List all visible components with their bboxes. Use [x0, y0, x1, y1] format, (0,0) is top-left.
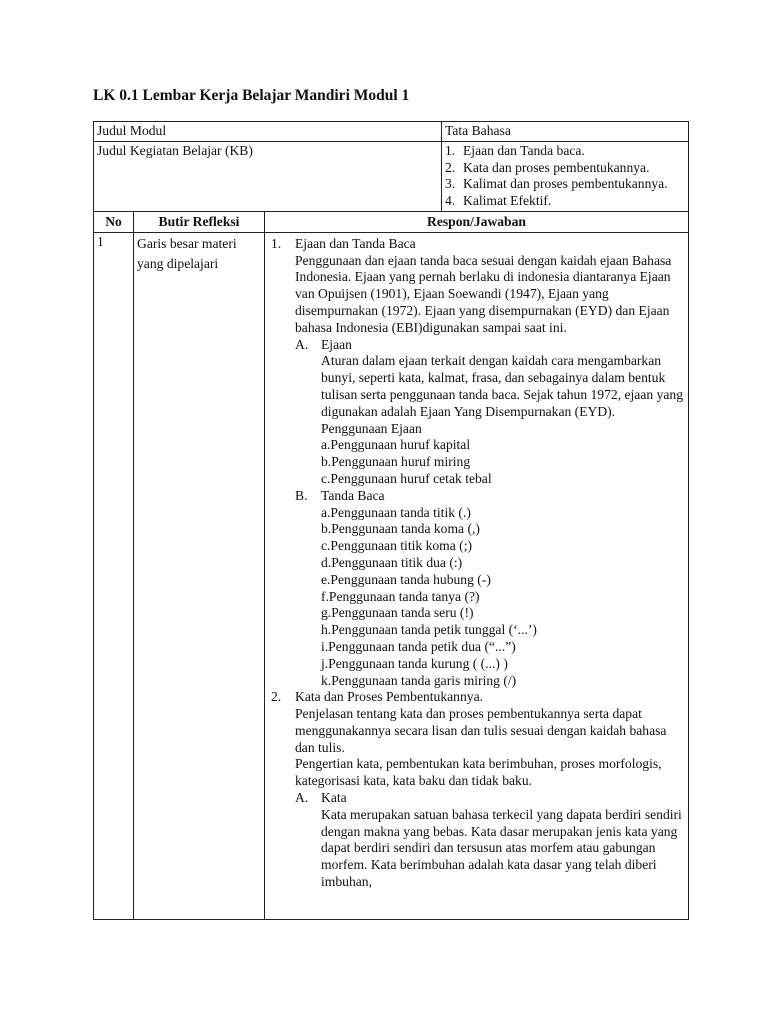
section-ejaan: 1. Ejaan dan Tanda Baca Penggunaan dan ejaan tanda baca sesuai dengan kaidah ejaan Bahasa Indonesia. Ejaan yang pernah berlaku di indonesia diantaranya Ejaan van Opuijsen (1901), Ejaan Soewandi (1947), Ejaan yang disempurnakan (1972). Ejaan yang disempurnakan (EYD) dan Ejaan bahasa Indonesia (EBI)digunakan sampai saat ini. A. Ejaan Aturan dalam ejaan terkait dengan kaidah cara mengambarkan bunyi, seperti kata, kalmat, frasa, dan sebagainya dalam bentuk tulisan serta penggunaan tanda baca. Sejak tahun 1972, ejaan yang digunakan adalah Ejaan Yang Disempurnakan (EYD). Penggunaan Ejaan a.Penggunaan huruf kapital b.Penggunaan huruf miring c.Penggunaan huruf cetak tebal B. Tanda Baca a.Penggunaan tanda titik (.) b.Penggunaan tanda koma (,) c.Penggunaan titik koma (;) d.Penggunaan titik dua (:) e.Penggunaan tanda hubung (-) f.Penggunaan tanda tanya (?) g.Penggunaan tanda seru (!) h.Penggunaan tanda petik tunggal (‘...’) i.Penggunaan tanda petik dua (“...”) j.Penggunaan tanda kurung ( (...) ) k.Penggunaan tanda garis miring (/): [271, 235, 683, 688]
section-paragraph: Pengertian kata, pembentukan kata berimbuhan, proses morfologis, kategorisasi kata, kata baku dan tidak baku.: [295, 756, 662, 789]
judul-modul-label: Judul Modul: [94, 122, 442, 142]
kb-item: 1. Ejaan dan Tanda baca.: [445, 142, 585, 158]
table-row: [94, 232, 689, 919]
subsection-paragraph: Kata merupakan satuan bahasa terkecil yang dapata berdiri sendiri dengan makna yang bebas. Kata dasar merupakan jenis kata yang dapat berdiri sendiri dan tersusun atas morfem atau gabungan morfem. Kata berimbuhan adalah kata dasar yang telah diberi imbuhan,: [321, 806, 682, 890]
subsection-title: Kata: [321, 790, 347, 806]
list-item: a.Penggunaan huruf kapital: [321, 437, 471, 453]
list-item: f.Penggunaan tanda tanya (?): [321, 588, 480, 604]
respon-cell: [265, 232, 689, 919]
judul-kb-row: [94, 141, 689, 211]
section-title: Ejaan dan Tanda Baca: [295, 235, 416, 251]
butir-refleksi: Garis besar materi yang dipelajari: [134, 232, 265, 919]
page-title: LK 0.1 Lembar Kerja Belajar Mandiri Modul 1: [93, 87, 410, 104]
judul-modul-row: [94, 122, 689, 142]
kb-list-cell: [442, 141, 689, 211]
subsection-title: Tanda Baca: [321, 487, 385, 503]
subsection-title: Ejaan: [321, 336, 352, 352]
list-title: Penggunaan Ejaan: [321, 420, 422, 436]
judul-modul-value: Tata Bahasa: [442, 122, 689, 142]
judul-kb-label: Judul Kegiatan Belajar (KB): [94, 141, 442, 211]
section-paragraph: Penggunaan dan ejaan tanda baca sesuai dengan kaidah ejaan Bahasa Indonesia. Ejaan yang pernah berlaku di indonesia diantaranya Ejaan van Opuijsen (1901), Ejaan Soewandi (1947), Ejaan yang disempurnakan (1972). Ejaan yang disempurnakan (EYD) dan Ejaan bahasa Indonesia (EBI)digunakan sampai saat ini.: [295, 252, 672, 335]
subsection-tanda-baca: B. Tanda Baca a.Penggunaan tanda titik (.) b.Penggunaan tanda koma (,) c.Penggunaan titik koma (;) d.Penggunaan titik dua (:) e.Penggunaan tanda hubung (-) f.Penggunaan tanda tanya (?) g.Penggunaan tanda seru (!) h.Penggunaan tanda petik tunggal (‘...’) i.Penggunaan tanda petik dua (“...”) j.Penggunaan tanda kurung ( (...) ) k.Penggunaan tanda garis miring (/): [295, 488, 685, 690]
list-item: b.Penggunaan huruf miring: [321, 454, 471, 470]
kb-item: 4. Kalimat Efektif.: [445, 193, 552, 209]
list-item: d.Penggunaan titik dua (:): [321, 554, 463, 570]
list-item: c.Penggunaan huruf cetak tebal: [321, 470, 492, 486]
list-item: e.Penggunaan tanda hubung (-): [321, 571, 491, 587]
kb-list: [445, 143, 685, 210]
list-item: i.Penggunaan tanda petik dua (“...”): [321, 638, 516, 654]
section-paragraph: Penjelasan tentang kata dan proses pembentukannya serta dapat menggunakannya secara lisan dan tulis sesuai dengan kaidah bahasa dan tulis.: [295, 706, 667, 755]
header-no: No: [94, 211, 134, 232]
section-kata: 2. Kata dan Proses Pembentukannya. Penjelasan tentang kata dan proses pembentukannya serta dapat menggunakannya secara lisan dan tulis sesuai dengan kaidah bahasa dan tulis. Pengertian kata, pembentukan kata berimbuhan, proses morfologis, kategorisasi kata, kata baku dan tidak baku. A. Kata Kata merupakan satuan bahasa terkecil yang dapata berdiri sendiri dengan makna yang bebas. Kata dasar merupakan jenis kata yang dapat berdiri sendiri dan tersusun atas morfem atau gabungan morfem. Kata berimbuhan adalah kata dasar yang telah diberi imbuhan,: [271, 689, 685, 891]
header-respon: Respon/Jawaban: [265, 211, 689, 232]
kb-item: 2. Kata dan proses pembentukannya.: [445, 159, 650, 175]
list-item: k.Penggunaan tanda garis miring (/): [321, 672, 517, 688]
list-item: j.Penggunaan tanda kurung ( (...) ): [321, 655, 508, 671]
header-butir: Butir Refleksi: [134, 211, 265, 232]
subsection-ejaan: A. Ejaan Aturan dalam ejaan terkait dengan kaidah cara mengambarkan bunyi, seperti kata, kalmat, frasa, dan sebagainya dalam bentuk tulisan serta penggunaan tanda baca. Sejak tahun 1972, ejaan yang digunakan adalah Ejaan Yang Disempurnakan (EYD). Penggunaan Ejaan a.Penggunaan huruf kapital b.Penggunaan huruf miring c.Penggunaan huruf cetak tebal: [295, 336, 683, 486]
subsection-paragraph: Aturan dalam ejaan terkait dengan kaidah cara mengambarkan bunyi, seperti kata, kalmat, frasa, dan sebagainya dalam bentuk tulisan serta penggunaan tanda baca. Sejak tahun 1972, ejaan yang digunakan adalah Ejaan Yang Disempurnakan (EYD).: [321, 353, 683, 419]
list-item: g.Penggunaan tanda seru (!): [321, 605, 474, 621]
section-title: Kata dan Proses Pembentukannya.: [295, 689, 484, 705]
list-item: h.Penggunaan tanda petik tunggal (‘...’): [321, 622, 537, 638]
list-item: b.Penggunaan tanda koma (,): [321, 521, 480, 537]
header-row: [94, 211, 689, 232]
list-item: a.Penggunaan tanda titik (.): [321, 504, 471, 520]
worksheet-table: [93, 121, 689, 920]
list-item: c.Penggunaan titik koma (;): [321, 538, 473, 554]
subsection-kata: A. Kata Kata merupakan satuan bahasa terkecil yang dapata berdiri sendiri dengan makna yang bebas. Kata dasar merupakan jenis kata yang dapat berdiri sendiri dan tersusun atas morfem atau gabungan morfem. Kata berimbuhan adalah kata dasar yang telah diberi imbuhan,: [295, 790, 685, 891]
kb-item: 3. Kalimat dan proses pembentukannya.: [445, 176, 668, 192]
row-number: 1: [94, 232, 134, 919]
